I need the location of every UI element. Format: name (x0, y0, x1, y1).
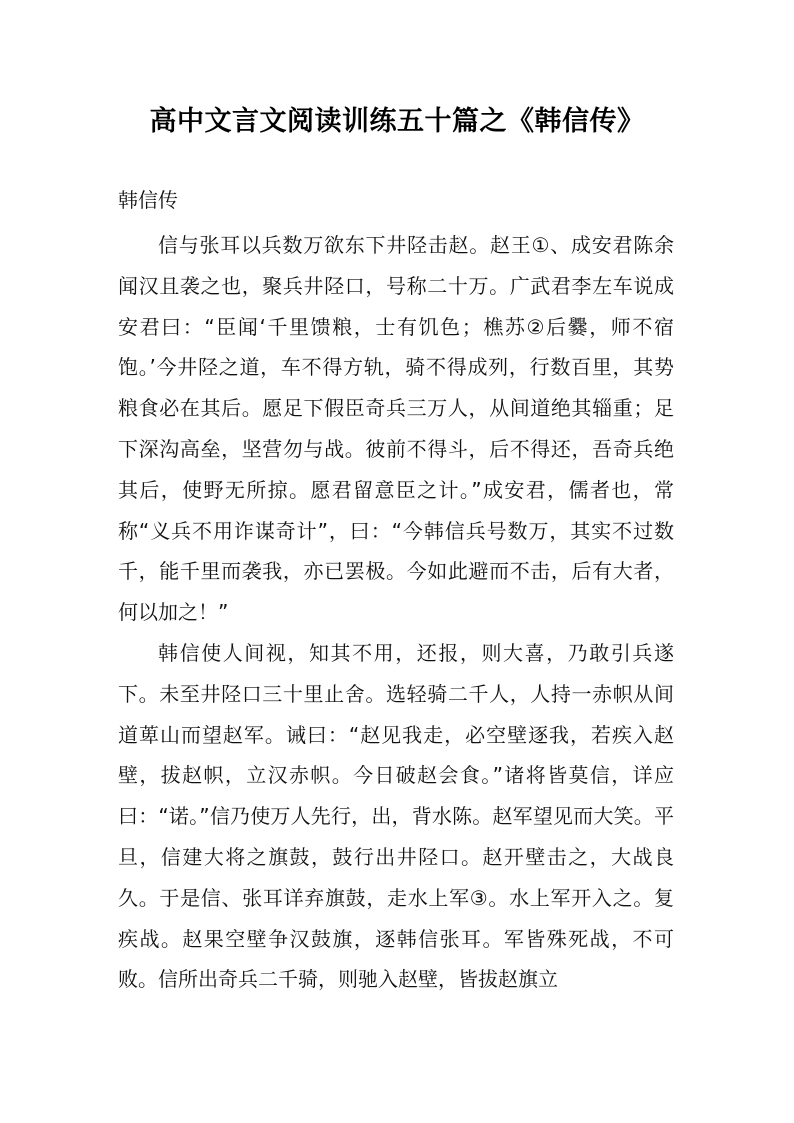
section-heading: 韩信传 (118, 188, 178, 212)
paragraph-2: 韩信使人间视，知其不用，还报，则大喜，乃敢引兵遂下。未至井陉口三十里止舍。选轻骑二千人，人持一赤帜从间道萆山而望赵军。诫曰：“赵见我走，必空壁逐我，若疾入赵壁，拔赵帜，立汉赤帜。今日破赵会食。”诸将皆莫信，详应曰：“诺。”信乃使万人先行，出，背水陈。赵军望见而大笑。平旦，信建大将之旗鼓，鼓行出井陉口。赵开壁击之，大战良久。于是信、张耳详弃旗鼓，走水上军③。水上军开入之。复疾战。赵果空壁争汉鼓旗，逐韩信张耳。军皆殊死战，不可败。信所出奇兵二千骑，则驰入赵壁，皆拔赵旗立 (118, 640, 674, 992)
document-body (118, 225, 674, 1000)
paragraph-1: 信与张耳以兵数万欲东下井陉击赵。赵王①、成安君陈余闻汉且袭之也，聚兵井陉口，号称二十万。广武君李左车说成安君曰：“臣闻‘千里馈粮，士有饥色；樵苏②后爨，师不宿饱。’今井陉之道，车不得方轨，骑不得成列，行数百里，其势粮食必在其后。愿足下假臣奇兵三万人，从间道绝其辎重；足下深沟高垒，坚营勿与战。彼前不得斗，后不得还，吾奇兵绝其后，使野无所掠。愿君留意臣之计。”成安君，儒者也，常称“义兵不用诈谋奇计”，曰：“今韩信兵号数万，其实不过数千，能千里而袭我，亦已罢极。今如此避而不击，后有大者，何以加之！” (118, 233, 674, 625)
document-title: 高中文言文阅读训练五十篇之《韩信传》 (149, 106, 645, 137)
